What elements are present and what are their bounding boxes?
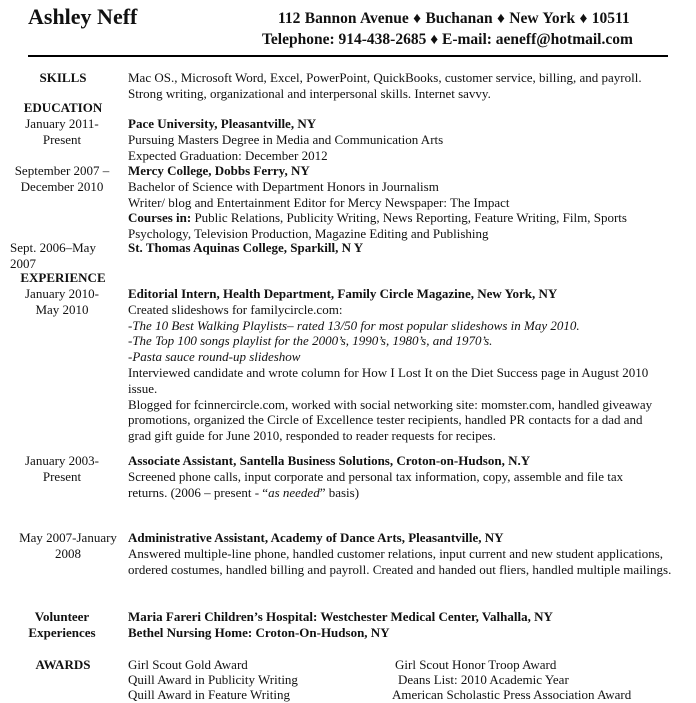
school-name: Pace University, Pleasantville, NY — [128, 116, 317, 131]
job-detail: Blogged for fcinnercircle.com, worked with social networking site: momster.com, handled giveaway — [128, 396, 653, 412]
volunteer-entries — [128, 609, 553, 641]
skills-text — [128, 70, 642, 102]
job-detail: Interviewed candidate and wrote column for How I Lost It on the Diet Success page in August 2010 — [128, 364, 649, 380]
experience-date: January 2010- May 2010 — [24, 286, 99, 317]
award-item: Girl Scout Honor Troop Award — [395, 657, 557, 672]
job-detail: -The 10 Best Walking Playlists– rated 13/50 for most popular slideshows in May 2010. — [128, 317, 580, 333]
experience-entry — [128, 453, 623, 500]
experience-heading: EXPERIENCE — [20, 270, 106, 285]
skills-line: Mac OS., Microsoft Word, Excel, PowerPoint, QuickBooks, customer service, billing, and payroll. — [128, 70, 642, 85]
education-detail: Writer/ blog and Entertainment Editor for Mercy Newspaper: The Impact — [128, 194, 510, 210]
volunteer-item: Maria Fareri Children’s Hospital: Westchester Medical Center, Valhalla, NY — [128, 609, 553, 624]
volunteer-heading: Volunteer Experiences — [28, 609, 96, 640]
experience-entry — [128, 530, 671, 577]
job-detail: issue. — [128, 380, 158, 396]
job-detail: -The Top 100 songs playlist for the 2000’s, 1990’s, 1980’s, and 1970’s. — [128, 333, 493, 349]
education-detail: Expected Graduation: December 2012 — [128, 147, 328, 163]
education-date: January 2011- Present — [25, 116, 99, 147]
job-detail: ordered costumes, handled billing and payroll. Created and handed out fliers, handled multiple mailings. — [128, 561, 672, 577]
award-item: Deans List: 2010 Academic Year — [398, 672, 569, 687]
education-heading: EDUCATION — [23, 100, 103, 115]
job-detail: Answered multiple-line phone, handled customer relations, input current and new student applications, — [128, 545, 664, 561]
education-date: September 2007 – December 2010 — [14, 163, 110, 194]
experience-date: May 2007-January 2008 — [19, 530, 117, 561]
education-entry — [128, 240, 363, 256]
courses-line: Courses in: Public Relations, Publicity Writing, News Reporting, Feature Writing, Film, Sports — [128, 210, 627, 226]
awards-heading: AWARDS — [35, 657, 91, 672]
job-detail: grad gift guide for June 2010, responded to reader requests for recipes. — [128, 428, 496, 444]
job-detail: returns. (2006 – present - “as needed” basis) — [128, 484, 360, 500]
job-title: Editorial Intern, Health Department, Family Circle Magazine, New York, NY — [128, 286, 558, 301]
job-detail: Screened phone calls, input corporate and personal tax information, copy, assemble and file tax — [128, 468, 624, 484]
education-detail: Pursuing Masters Degree in Media and Communication Arts — [128, 131, 444, 147]
education-entry — [128, 163, 627, 242]
award-item: Quill Award in Publicity Writing — [128, 672, 298, 687]
awards-right-column — [392, 657, 631, 702]
experience-date: January 2003- Present — [24, 453, 99, 484]
job-detail: promotions, organized the Circle of Excellence tester recipients, handled PR contacts for a dad and — [128, 412, 643, 428]
job-title: Administrative Assistant, Academy of Dance Arts, Pleasantville, NY — [128, 530, 504, 545]
school-name: St. Thomas Aquinas College, Sparkill, N Y — [128, 240, 364, 255]
award-item: American Scholastic Press Association Award — [392, 687, 632, 702]
school-name: Mercy College, Dobbs Ferry, NY — [128, 163, 310, 178]
education-date: Sept. 2006–May 2007 — [10, 240, 96, 271]
contact-line: Telephone: 914-438-2685 ♦ E-mail: aeneff@hotmail.com — [262, 31, 633, 48]
job-title: Associate Assistant, Santella Business Solutions, Croton-on-Hudson, N.Y — [128, 453, 531, 468]
award-item: Girl Scout Gold Award — [128, 657, 248, 672]
education-entry — [128, 116, 443, 163]
skills-line: Strong writing, organizational and interpersonal skills. Internet savvy. — [128, 85, 491, 101]
job-detail: -Pasta sauce round-up slideshow — [128, 349, 301, 365]
award-item: Quill Award in Feature Writing — [128, 687, 290, 702]
job-detail: Created slideshows for familycircle.com: — [128, 301, 343, 317]
resume-name: Ashley Neff — [28, 4, 138, 29]
address-line: 112 Bannon Avenue ♦ Buchanan ♦ New York ♦ 10511 — [278, 10, 630, 27]
volunteer-item: Bethel Nursing Home: Croton-On-Hudson, NY — [128, 624, 390, 640]
courses-line: Psychology, Television Production, Magazine Editing and Publishing — [128, 226, 489, 242]
experience-entry — [128, 286, 652, 444]
education-detail: Bachelor of Science with Department Honors in Journalism — [128, 178, 439, 194]
awards-left-column — [128, 657, 298, 702]
skills-heading: SKILLS — [39, 70, 87, 85]
header-divider — [28, 55, 668, 57]
